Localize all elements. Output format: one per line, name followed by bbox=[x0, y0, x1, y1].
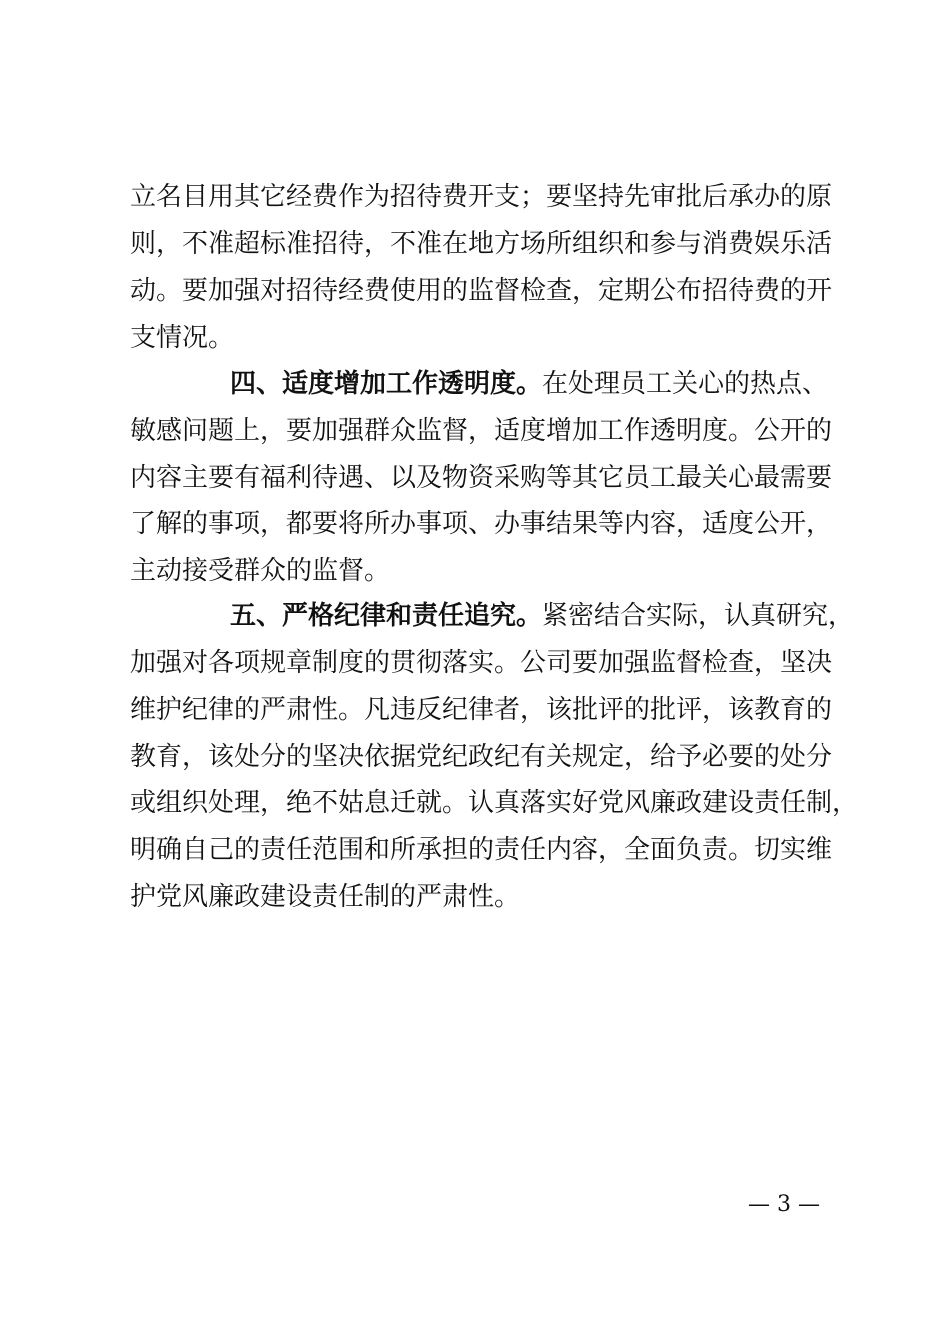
text-line: 动。要加强对招待经费使用的监督检查，定期公布招待费的开 bbox=[130, 276, 833, 306]
text-line: 明确自己的责任范围和所承担的责任内容，全面负责。切实维 bbox=[130, 835, 833, 865]
text-line: 了解的事项，都要将所办事项、办事结果等内容，适度公开， bbox=[130, 509, 833, 539]
section-four-first-line bbox=[230, 364, 829, 404]
text-line: 内容主要有福利待遇、以及物资采购等其它员工最关心最需要 bbox=[130, 463, 833, 493]
text-line: 或组织处理，绝不姑息迁就。认真落实好党风廉政建设责任制， bbox=[130, 788, 859, 818]
text-line: 护党风廉政建设责任制的严肃性。 bbox=[130, 882, 521, 912]
text-line: 支情况。 bbox=[130, 323, 235, 353]
section-five-first-line-text: 紧密结合实际，认真研究， bbox=[542, 601, 855, 631]
section-four-heading: 四、适度增加工作透明度。 bbox=[230, 369, 543, 399]
section-five-first-line bbox=[230, 596, 855, 636]
text-line: 维护纪律的严肃性。凡违反纪律者，该批评的批评，该教育的 bbox=[130, 695, 833, 725]
text-line: 加强对各项规章制度的贯彻落实。公司要加强监督检查，坚决 bbox=[130, 648, 833, 678]
text-line: 则，不准超标准招待，不准在地方场所组织和参与消费娱乐活 bbox=[130, 229, 833, 259]
section-four-first-line-text: 在处理员工关心的热点、 bbox=[542, 369, 829, 399]
text-line: 主动接受群众的监督。 bbox=[130, 556, 391, 586]
page-number: — 3 — bbox=[748, 1192, 820, 1217]
text-line: 立名目用其它经费作为招待费开支；要坚持先审批后承办的原 bbox=[130, 182, 833, 212]
text-line: 教育，该处分的坚决依据党纪政纪有关规定，给予必要的处分 bbox=[130, 742, 833, 772]
section-five-heading: 五、严格纪律和责任追究。 bbox=[230, 601, 543, 631]
text-line: 敏感问题上，要加强群众监督，适度增加工作透明度。公开的 bbox=[130, 416, 833, 446]
